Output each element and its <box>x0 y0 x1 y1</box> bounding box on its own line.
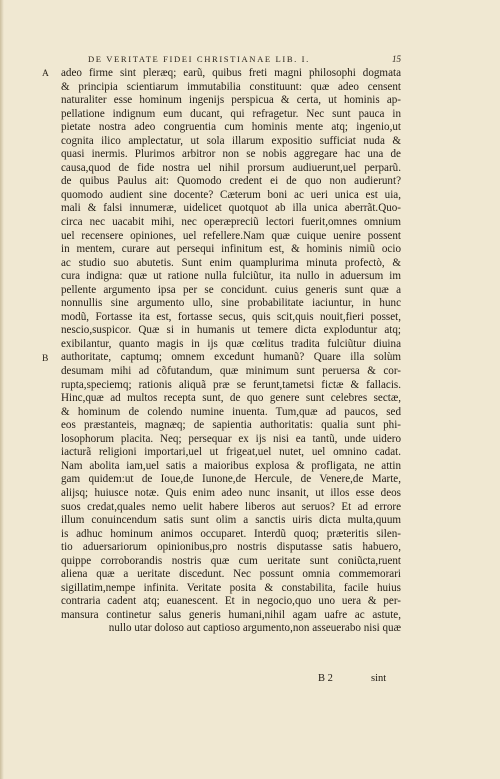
text-line: quasi inermis. Plurimos arbitror non se nobis aggregare hac una de <box>61 148 401 161</box>
text-line: pietate nostra adeo congruentia cum hominis mente atq; ingenio,ut <box>61 121 401 134</box>
text-line: illum conuincendum satis sunt olim a sanctis uiris dicta multa,quum <box>61 514 401 527</box>
text-line: aliena quæ a ueritate discedunt. Nec possunt omnia commemorari <box>61 568 401 581</box>
text-line: nonnullis sine argumento ullo, sine probabilitate iaciuntur, in hunc <box>61 297 401 310</box>
margin-marker-a: A <box>42 69 49 79</box>
text-line: modũ, Fortasse ita est, fortasse secus, quis scit,quis nouit,fieri posset, <box>61 310 401 323</box>
text-line: eos præstanteis, magnæq; de sapientia authoritatis: qualia sunt phi- <box>61 419 401 432</box>
text-line: & hominum de colendo numine inuenta. Tum,quæ ad paucos, sed <box>61 405 401 418</box>
text-line: desumam mihi ad cõfutandum, quæ minimum sunt peruersa & cor- <box>61 365 401 378</box>
text-line: Nam abolita iam,uel satis a maioribus explosa & profligata, ne attin <box>61 459 401 472</box>
text-line: authoritate, captumq; omnem excedunt humanũ? Quare illa solùm <box>61 351 401 364</box>
text-line: exibilantur, quanto magis in ijs quæ cœlitus tradita fulciũtur diuina <box>61 337 401 350</box>
signature-mark: B 2 <box>318 673 333 684</box>
text-line: de quibus Paulus ait: Quomodo credent ei de quo non audierunt? <box>61 175 401 188</box>
text-line: mansura continetur salus generis humani,nihil agam uafre ac astute, <box>61 608 401 621</box>
text-line: pellente argumento ipsa per se concidunt. cuius generis sunt quæ a <box>61 283 401 296</box>
text-line: alijsq; huiusce notæ. Quis enim adeo nunc insanit, ut illos esse deos <box>61 486 401 499</box>
text-line: gam quidem:ut de Ioue,de Iunone,de Hercule, de Venere,de Marte, <box>61 473 401 486</box>
text-line: tio aduersariorum opinionibus,pro nostris disputasse satis habuero, <box>61 541 401 554</box>
text-line: cognita ilico amplectatur, ut sola illarum expositio sufficiat nuda & <box>61 134 401 147</box>
text-line: & principia scientiarum immutabilia constituunt: quæ adeo censent <box>61 80 401 93</box>
text-line: uel recensere opiniones, uel refellere.Nam quæ cuique uenire possent <box>61 229 401 242</box>
page-gutter-shadow <box>0 0 4 779</box>
text-line: naturaliter esse hominum ingenijs perspicua & certa, ut hominis ap- <box>61 94 401 107</box>
text-line: losophorum placita. Neq; persequar ex ijs nisi ea tantũ, unde uidero <box>61 432 401 445</box>
text-line: rupta,speciemq; rationis aliquã præ se ferunt,tametsi fictæ & fallacis. <box>61 378 401 391</box>
folio-number: 15 <box>392 54 401 64</box>
text-line: quomodo audient sine docente? Cæterum boni ac ueri unica est uia, <box>61 188 401 201</box>
text-line: adeo firme sint pleræq; earũ, quibus freti magni philosophi dogmata <box>61 67 401 79</box>
text-line: is adhuc hominum animos occuparet. Interdũ quoq; præteritis silen- <box>61 527 401 540</box>
text-line: iacturã religioni importari,uel ut frigeat,uel nutet, uel omnino cadat. <box>61 446 401 459</box>
text-line: in mentem, curare aut persequi infinitum est, & hominis nimiũ ocio <box>61 243 401 256</box>
margin-marker-b: B <box>42 354 49 364</box>
text-line: nescio,suspicor. Quæ si in humanis ut temere dicta exploduntur atq; <box>61 324 401 337</box>
text-line: causa,quod de fide nostra uel nihil prorsum audiuerunt,uel perparũ. <box>61 161 401 174</box>
text-line: ac studio suo abutetis. Sunt enim quamplurima minuta profectò, & <box>61 256 401 269</box>
text-line: Hinc,quæ ad multos recepta sunt, de quo genere sunt celebres sectæ, <box>61 392 401 405</box>
body-text <box>61 67 401 636</box>
text-line: nullo utar doloso aut captioso argumento,non asseuerabo nisi quæ <box>108 622 401 635</box>
running-head: DE VERITATE FIDEI CHRISTIANAE LIB. I. <box>88 54 310 64</box>
text-line: cura indigna: quæ ut ratione nulla fulciũtur, ita nullo in aduersum im <box>61 270 401 283</box>
text-line: circa nec uacabit mihi, nec operæpreciũ lectori fuerit,omnes omnium <box>61 216 401 229</box>
catchword: sint <box>371 673 387 684</box>
text-line: contraria cadent atq; euanescent. Et in negocio,quo uno uera & per- <box>61 595 401 608</box>
text-line: pellatione indignum eum ducant, qui refragetur. Nec sunt pauca in <box>61 107 401 120</box>
text-line: sigillatim,nempe infinita. Veritate posita & constabilita, facile huius <box>61 581 401 594</box>
text-line: suos credat,quales nemo uelit habere liberos aut seruos? Et ad errore <box>61 500 401 513</box>
text-line: mali & falsi innumeræ, uidelicet quotquot ab illa unica aberrãt.Quo- <box>61 202 401 215</box>
text-line: quippe corroborandis nostris quæ cum ueritate sunt coniũcta,ruent <box>61 554 401 567</box>
